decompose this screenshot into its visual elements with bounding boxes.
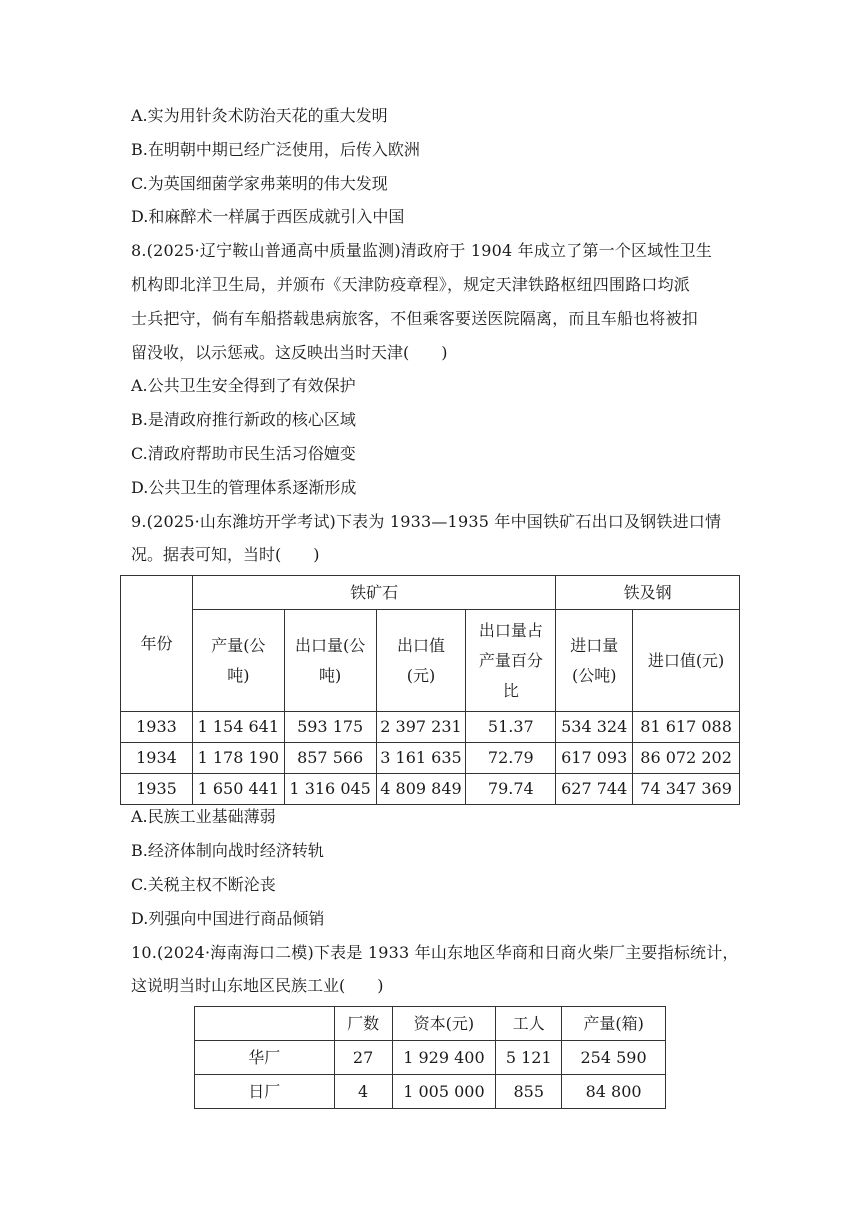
cell-export-value: 3 161 635 [376, 743, 466, 774]
cell-export-value: 2 397 231 [376, 712, 466, 743]
col-import-qty: 进口量 (公吨) [556, 610, 633, 712]
cell-capital: 1 929 400 [392, 1041, 496, 1075]
cell-output: 1 650 441 [192, 774, 284, 805]
q8-stem-line-2: 机构即北洋卫生局，并颁布《天津防疫章程》，规定天津铁路枢纽四围路口均派 [131, 275, 691, 294]
match-factory-table [194, 1006, 666, 1109]
cell-year: 1933 [121, 712, 193, 743]
cell-import-qty: 627 744 [556, 774, 633, 805]
q7-option-a: A.实为用针灸术防治天花的重大发明 [131, 106, 388, 125]
q8-stem-line-1: 8.(2025·辽宁鞍山普通高中质量监测)清政府于 1904 年成立了第一个区域性卫生 [131, 241, 713, 260]
cell-workers: 5 121 [496, 1041, 562, 1075]
cell-factory-type: 日厂 [195, 1075, 335, 1109]
q8-stem-line-4: 留没收，以示惩戒。这反映出当时天津( ) [131, 343, 448, 362]
year-header: 年份 [121, 576, 193, 712]
cell-export-value: 4 809 849 [376, 774, 466, 805]
cell-output: 1 178 190 [192, 743, 284, 774]
cell-year: 1935 [121, 774, 193, 805]
table-row [195, 1075, 666, 1109]
cell-import-qty: 617 093 [556, 743, 633, 774]
q9-option-a: A.民族工业基础薄弱 [131, 807, 276, 826]
q8-stem-line-3: 士兵把守，倘有车船搭载患病旅客，不但乘客要送医院隔离，而且车船也将被扣 [131, 309, 699, 328]
q7-option-d: D.和麻醉术一样属于西医成就引入中国 [131, 207, 405, 226]
cell-factory-count: 27 [334, 1041, 392, 1075]
header-blank [195, 1007, 335, 1041]
header-factory-count: 厂数 [334, 1007, 392, 1041]
q9-option-d: D.列强向中国进行商品倾销 [131, 909, 325, 928]
cell-export-qty: 857 566 [284, 743, 376, 774]
cell-output: 1 154 641 [192, 712, 284, 743]
table-row [121, 712, 740, 743]
col-export-ratio: 出口量占 产量百分 比 [466, 610, 556, 712]
q7-option-b: B.在明朝中期已经广泛使用，后传入欧洲 [131, 140, 420, 159]
q10-stem-line-2: 这说明当时山东地区民族工业( ) [131, 976, 384, 995]
table-row [195, 1041, 666, 1075]
q8-option-a: A.公共卫生安全得到了有效保护 [131, 376, 356, 395]
q8-option-b: B.是清政府推行新政的核心区域 [131, 410, 356, 429]
col-output: 产量(公 吨) [192, 610, 284, 712]
cell-export-ratio: 79.74 [466, 774, 556, 805]
q8-option-d: D.公共卫生的管理体系逐渐形成 [131, 478, 357, 497]
q9-option-b: B.经济体制向战时经济转轨 [131, 841, 324, 860]
cell-output: 254 590 [562, 1041, 666, 1075]
q7-option-c: C.为英国细菌学家弗莱明的伟大发现 [131, 174, 388, 193]
group-header-iron-ore: 铁矿石 [192, 576, 555, 610]
q9-stem-line-2: 况。据表可知，当时( ) [131, 545, 320, 564]
cell-export-qty: 593 175 [284, 712, 376, 743]
cell-export-qty: 1 316 045 [284, 774, 376, 805]
q9-option-c: C.关税主权不断沦丧 [131, 875, 276, 894]
iron-steel-table [120, 575, 740, 805]
q10-stem-line-1: 10.(2024·海南海口二模)下表是 1933 年山东地区华商和日商火柴厂主要指标统计， [131, 943, 739, 962]
group-header-iron-steel: 铁及钢 [556, 576, 740, 610]
cell-year: 1934 [121, 743, 193, 774]
col-export-qty: 出口量(公 吨) [284, 610, 376, 712]
cell-import-qty: 534 324 [556, 712, 633, 743]
cell-workers: 855 [496, 1075, 562, 1109]
table-row [121, 774, 740, 805]
cell-factory-type: 华厂 [195, 1041, 335, 1075]
cell-capital: 1 005 000 [392, 1075, 496, 1109]
header-workers: 工人 [496, 1007, 562, 1041]
cell-export-ratio: 72.79 [466, 743, 556, 774]
cell-factory-count: 4 [334, 1075, 392, 1109]
cell-import-value: 81 617 088 [633, 712, 740, 743]
q8-option-c: C.清政府帮助市民生活习俗嬗变 [131, 444, 356, 463]
col-import-value: 进口值(元) [633, 610, 740, 712]
header-output: 产量(箱) [562, 1007, 666, 1041]
header-capital: 资本(元) [392, 1007, 496, 1041]
cell-import-value: 74 347 369 [633, 774, 740, 805]
q9-stem-line-1: 9.(2025·山东潍坊开学考试)下表为 1933—1935 年中国铁矿石出口及钢铁进口情 [131, 512, 722, 531]
col-export-value: 出口值 (元) [376, 610, 466, 712]
cell-export-ratio: 51.37 [466, 712, 556, 743]
cell-import-value: 86 072 202 [633, 743, 740, 774]
cell-output: 84 800 [562, 1075, 666, 1109]
table-row [121, 743, 740, 774]
